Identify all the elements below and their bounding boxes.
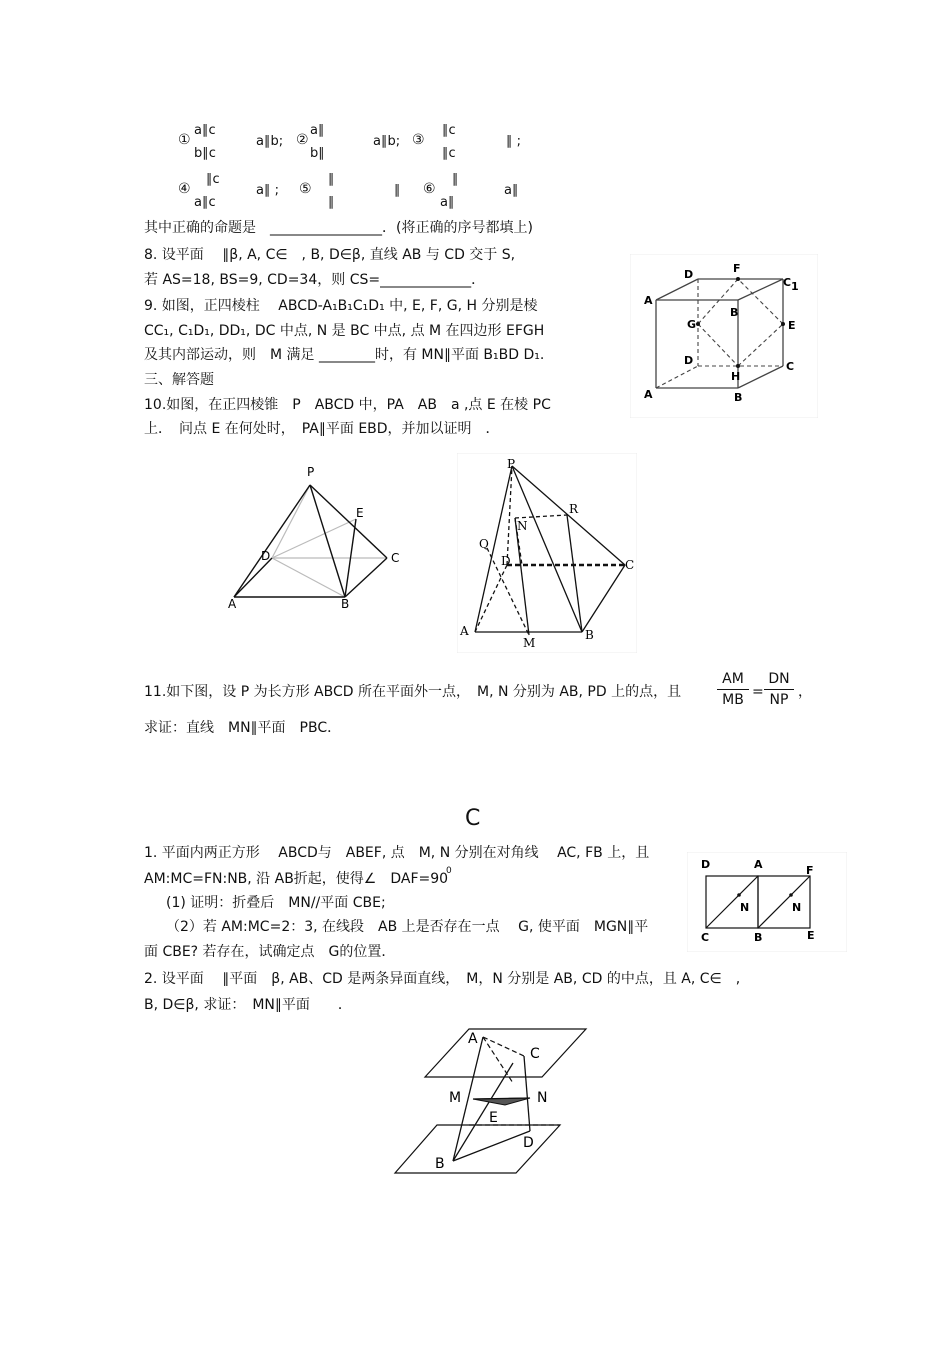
option-4-result: a∥ ; — [256, 183, 279, 198]
prism-figure — [630, 254, 818, 418]
planes-label-n: N — [537, 1090, 548, 1106]
equals-sign: = — [752, 684, 764, 700]
option-5-premise-b: ∥ — [328, 195, 335, 210]
c1-line-2: AM:MC=FN:NB, 沿 AB折起，使得∠ DAF=90 — [144, 871, 449, 887]
pyramid-figure — [225, 462, 410, 614]
pyr1-label-a: A — [228, 597, 237, 611]
pyr2-label-r: R — [569, 502, 579, 516]
q11-comma: ， — [798, 684, 812, 700]
prism-label-g: G — [687, 318, 697, 331]
option-6-premise-b: a∥ — [440, 195, 455, 210]
prism-label-a1: A — [644, 294, 653, 307]
prism-label-h: H — [731, 370, 741, 383]
pyr2-label-a: A — [460, 624, 469, 638]
option-6-mark: ⑥ — [423, 181, 436, 197]
sq-label-n1: N — [740, 901, 750, 914]
option-4-premise-a: ∥c — [206, 172, 220, 187]
option-5-mark: ⑤ — [299, 181, 312, 197]
q7-answer-line: 其中正确的命题是 ________________．(将正确的序号都填上) — [144, 220, 533, 236]
prism-label-b: B — [734, 391, 743, 404]
sq-label-c: C — [701, 931, 710, 944]
parallel-planes-figure — [393, 1025, 593, 1180]
option-5-premise-a: ∥ — [328, 172, 335, 187]
prism-label-f: F — [733, 262, 741, 275]
option-1-premise-b: b∥c — [194, 146, 216, 161]
squares-figure — [687, 852, 847, 952]
q9-line-2: CC₁, C₁D₁, DD₁, DC 中点, N 是 BC 中点, 点 M 在四边形 EFGH — [144, 323, 545, 339]
pyr1-label-e: E — [356, 506, 364, 520]
option-1-premise-a: a∥c — [194, 123, 216, 138]
c1-line-1: 1. 平面内两正方形 ABCD与 ABEF, 点 M, N 分别在对角线 AC, FB 上，且 — [144, 845, 650, 861]
pyr2-label-b: B — [585, 628, 594, 642]
planes-label-e: E — [489, 1110, 498, 1126]
q8-line-1: 8. 设平面 ∥β, A, C∈ , B, D∈β, 直线 AB 与 CD 交于 S, — [144, 247, 516, 263]
option-5-result: ∥ — [394, 183, 401, 198]
sq-label-a: A — [754, 858, 763, 871]
q8-line-2: 若 AS=18, BS=9, CD=34，则 CS=_____________． — [144, 272, 486, 288]
prism-label-b1: B — [730, 306, 739, 319]
q11-line-2: 求证：直线 MN∥平面 PBC． — [144, 720, 342, 736]
planes-label-b: B — [435, 1156, 445, 1172]
prism-label-c: C — [786, 360, 795, 373]
prism-label-e: E — [788, 319, 796, 332]
pyr2-label-p: P — [507, 457, 516, 471]
pyr2-label-m: M — [523, 636, 536, 650]
pyr2-label-d: D — [501, 554, 511, 568]
sq-label-d: D — [701, 858, 711, 871]
prism-label-sub: 1 — [791, 280, 799, 293]
planes-label-d: D — [523, 1135, 534, 1151]
q10-line-1: 10.如图，在正四棱锥 P ABCD 中，PA AB a ,点 E 在棱 PC — [144, 397, 551, 413]
c1-part-2: （2）若 AM:MC=2：3, 在线段 AB 上是否存在一点 G, 使平面 MGN∥平 — [166, 919, 649, 935]
degree-superscript: 0 — [446, 866, 452, 876]
fraction-dn-np — [764, 671, 794, 708]
option-3-result: ∥ ; — [506, 134, 522, 149]
option-3-mark: ③ — [412, 132, 425, 148]
planes-label-c: C — [530, 1046, 540, 1062]
option-6-result: a∥ — [504, 183, 519, 198]
planes-label-a: A — [468, 1031, 478, 1047]
prism-label-c1: C — [783, 276, 792, 289]
q9-line-3: 及其内部运动，则 M 满足 ________时，有 MN∥平面 B₁BD D₁. — [144, 347, 545, 363]
fraction-am: AM — [722, 671, 744, 687]
option-2-premise-a: a∥ — [310, 123, 325, 138]
option-1-mark: ① — [178, 132, 191, 148]
planes-label-m: M — [449, 1090, 462, 1106]
q11-line-1: 11.如下图，设 P 为长方形 ABCD 所在平面外一点， M, N 分别为 AB, PD 上的点，且 — [144, 684, 682, 700]
q9-line-1: 9. 如图，正四棱柱 ABCD-A₁B₁C₁D₁ 中, E, F, G, H 分别是棱 — [144, 298, 538, 314]
option-2-premise-b: b∥ — [310, 146, 325, 161]
fraction-mb: MB — [722, 692, 744, 708]
sq-label-b: B — [754, 931, 763, 944]
sq-label-f: F — [806, 864, 814, 877]
prism-label-d: D — [684, 354, 694, 367]
pyr2-label-n: N — [517, 519, 528, 533]
option-2-result: a∥b; — [373, 134, 401, 149]
c1-part-2-cont: 面 CBE? 若存在，试确定点 G的位置． — [144, 944, 396, 960]
section-c-heading: C — [465, 806, 481, 831]
sq-label-e: E — [807, 929, 815, 942]
section-heading-3: 三、解答题 — [144, 372, 214, 388]
prism-label-d1: D — [684, 268, 694, 281]
fraction-dn: DN — [768, 671, 790, 687]
option-2-mark: ② — [296, 132, 309, 148]
option-3-premise-b: ∥c — [442, 146, 456, 161]
pyr1-label-d: D — [261, 549, 271, 563]
pyr2-label-q: Q — [479, 537, 489, 551]
pyramid-mn-figure — [457, 453, 637, 653]
option-1-result: a∥b; — [256, 134, 284, 149]
fraction-am-mb — [717, 671, 749, 708]
sq-label-n2: N — [792, 901, 802, 914]
option-6-premise-a: ∥ — [452, 172, 459, 187]
fraction-np: NP — [769, 692, 789, 708]
c1-part-1: (1) 证明：折叠后 MN//平面 CBE; — [166, 895, 386, 911]
prism-label-a: A — [644, 388, 653, 401]
pyr1-label-b: B — [341, 597, 350, 611]
pyr1-label-c: C — [391, 551, 400, 565]
option-4-mark: ④ — [178, 181, 191, 197]
c2-line-2: B, D∈β, 求证： MN∥平面 ． — [144, 997, 352, 1013]
q10-line-2: 上． 问点 E 在何处时， PA∥平面 EBD，并加以证明 ． — [144, 421, 500, 437]
option-3-premise-a: ∥c — [442, 123, 456, 138]
pyr1-label-p: P — [307, 465, 315, 479]
option-4-premise-b: a∥c — [194, 195, 216, 210]
c2-line-1: 2. 设平面 ∥平面 β, AB、CD 是两条异面直线， M，N 分别是 AB, CD 的中点，且 A, C∈ , — [144, 971, 741, 987]
pyr2-label-c: C — [625, 558, 635, 572]
